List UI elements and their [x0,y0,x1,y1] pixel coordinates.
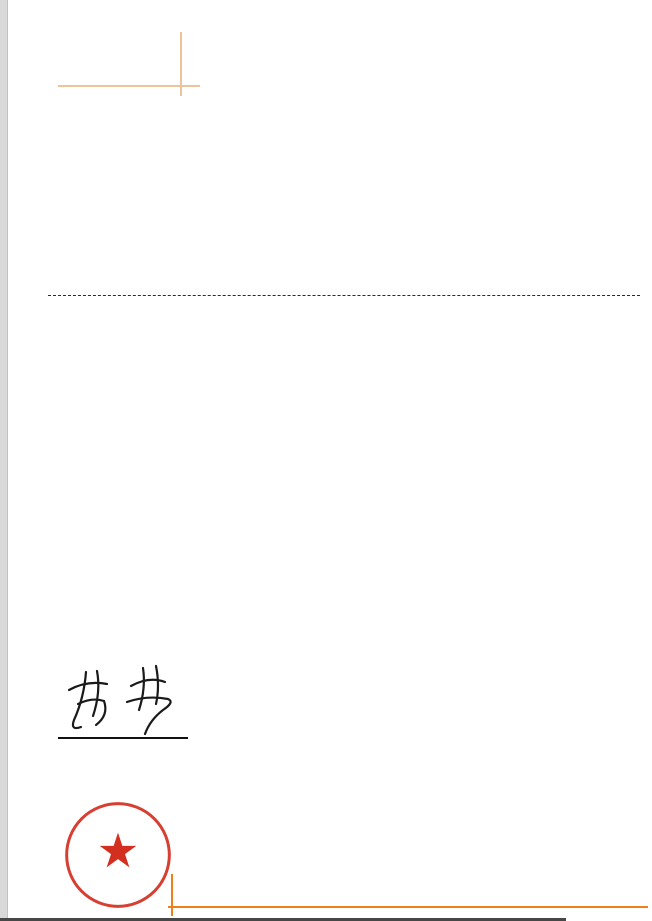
logo-vertical-line [180,32,182,96]
dashed-separator [48,295,640,296]
footer-orange-line [168,906,648,908]
signature-image [55,658,205,738]
footer-orange-tick [171,874,173,916]
signature-line [58,737,188,739]
logo-horizontal-line [58,85,200,87]
scan-left-edge [0,0,8,921]
stamp-star-icon [100,833,137,868]
qr-center-logo [527,700,551,712]
inspection-stamp [62,799,174,911]
